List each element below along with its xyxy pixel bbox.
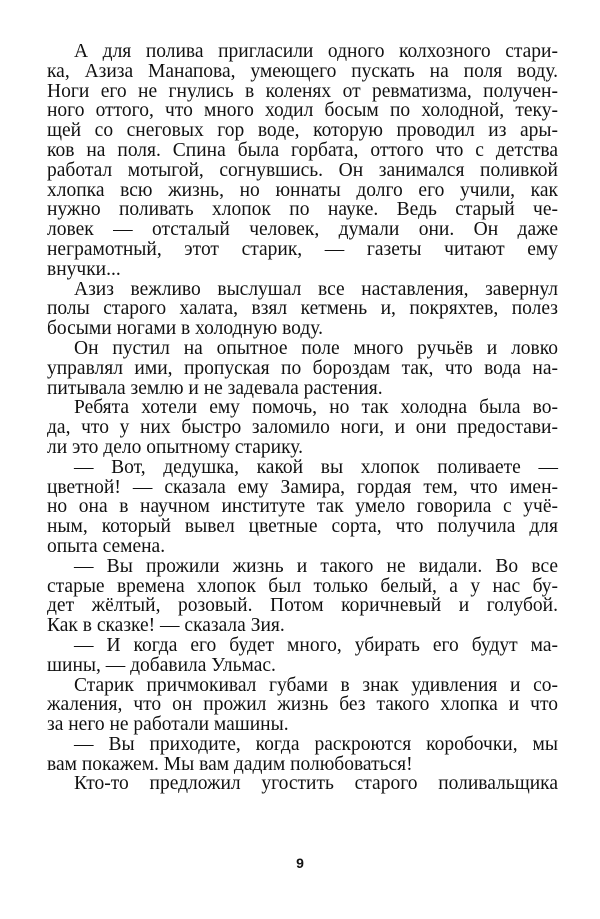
text-line: ловек — отсталый человек, думали они. Он даже (47, 219, 558, 241)
text-line: ли это дело опытному старику. (47, 436, 303, 458)
page-number: 9 (296, 855, 304, 871)
text-line: Старик причмокивал губами в знак удивления и со- (74, 674, 558, 696)
text-line: опыта семена. (47, 535, 166, 557)
paragraph (47, 398, 558, 457)
paragraph (47, 676, 558, 735)
text-line: босыми ногами в холодную воду. (47, 318, 323, 340)
text-line: шины, — добавила Ульмас. (47, 654, 276, 676)
text-line: Он пустил на опытное поле много ручьёв и ловко (74, 337, 558, 359)
text-line: — Вы приходите, когда раскроются коробочки, мы (74, 733, 558, 755)
paragraph (47, 339, 558, 398)
text-line: А для полива пригласили одного колхозного стари- (74, 41, 558, 62)
paragraph (47, 280, 558, 339)
text-line: — И когда его будет много, убирать его будут ма- (74, 634, 558, 656)
paragraph (47, 557, 558, 636)
book-page-body (47, 42, 558, 794)
text-line: жаления, что он прожил жизнь без такого хлопка и что (47, 694, 558, 716)
text-line: Ноги его не гнулись в коленях от ревматизма, получен- (47, 80, 558, 102)
text-line: Кто-то предложил угостить старого поливальщика (74, 773, 558, 795)
text-line: Ребята хотели ему помочь, но так холодна была во- (74, 397, 558, 419)
text-line: хлопка всю жизнь, но юннаты долго его учили, как (47, 179, 558, 201)
text-line: ка, Азиза Манапова, умеющего пускать на поля воду. (47, 60, 558, 82)
text-line: работал мотыгой, согнувшись. Он занимался поливкой (47, 159, 558, 181)
paragraph (47, 636, 558, 676)
text-line: полы старого халата, взял кетмень и, покряхтев, полез (47, 298, 558, 320)
text-line: нужно поливать хлопок по науке. Ведь старый че- (47, 199, 558, 221)
text-line: Азиз вежливо выслушал все наставления, завернул (74, 278, 558, 300)
text-line: питывала землю и не задевала растения. (47, 377, 383, 399)
text-line: — Вы прожили жизнь и такого не видали. Во все (74, 555, 558, 577)
text-line: да, что у них быстро заломило ноги, и они предостави- (47, 417, 558, 439)
text-line: старые времена хлопок был только белый, а у нас бу- (47, 575, 558, 597)
text-line: щей со снеговых гор воде, которую проводил из ары- (47, 120, 558, 142)
text-line: ного оттого, что много ходил босым по холодной, теку- (47, 100, 558, 122)
text-line: — Вот, дедушка, какой вы хлопок поливаете — (74, 456, 558, 478)
text-line: Как в сказке! — сказала Зия. (47, 615, 285, 637)
text-line: цветной! — сказала ему Замира, гордая тем, что имен- (47, 476, 558, 498)
text-line: но она в научном институте так умело говорила с учё- (47, 496, 558, 518)
text-line: вам покажем. Мы вам дадим полюбоваться! (47, 753, 413, 775)
paragraph (47, 458, 558, 557)
text-line: дет жёлтый, розовый. Потом коричневый и голубой. (47, 595, 558, 617)
text-line: внучки... (47, 258, 121, 280)
text-line: за него не работали машины. (47, 714, 289, 736)
paragraph (47, 774, 558, 794)
paragraph (47, 42, 558, 280)
paragraph (47, 735, 558, 775)
text-line: неграмотный, этот старик, — газеты читают ему (47, 238, 558, 260)
text-line: ным, который вывел цветные сорта, что получила для (47, 516, 558, 538)
text-line: управлял ими, пропуская по бороздам так, что вода на- (47, 357, 558, 379)
text-line: ков на поля. Спина была горбата, оттого что с детства (47, 139, 558, 161)
